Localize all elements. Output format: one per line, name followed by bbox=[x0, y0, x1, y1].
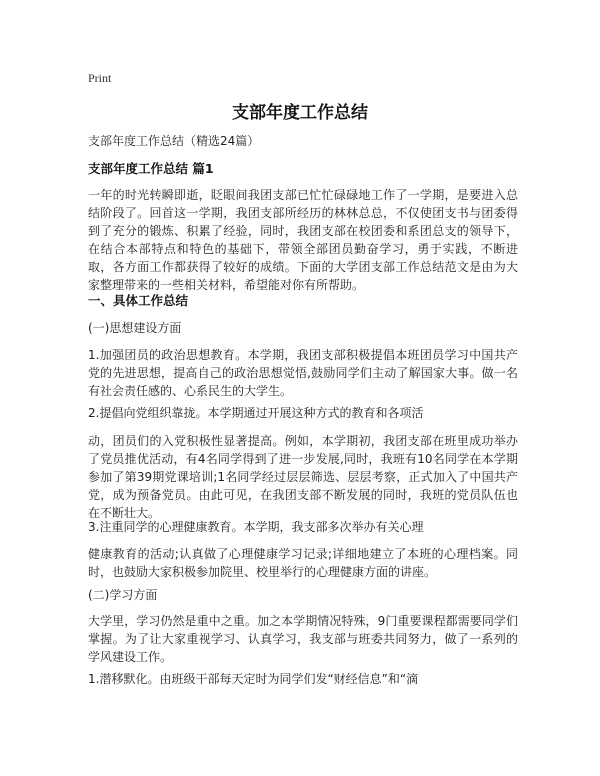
document-subtitle: 支部年度工作总结（精选24篇） bbox=[88, 134, 260, 148]
paragraph-item-3: 3.注重同学的心理健康教育。本学期，我支部多次举办有关心理 bbox=[88, 520, 424, 534]
article-heading: 支部年度工作总结 篇1 bbox=[88, 161, 214, 176]
paragraph-study-item-1: 1.潜移默化。由班级干部每天定时为同学们发“财经信息”和“滴 bbox=[88, 672, 419, 686]
paragraph-item-2-continued: 动，团员们的入党积极性显著提高。例如，本学期初，我团支部在班里成功举办了党员推优活动，有4名同学得到了进一步发展,同时，我班有10名同学在本学期参加了第39期党课培训;1名同学经过层层筛选、层层考察，正式加入了中国共产党，成为预备党员。由此可见，在我团支部不断发展的同时，我班的党员队伍也在不断壮大。 bbox=[88, 434, 518, 520]
paragraph-study: 大学里，学习仍然是重中之重。加之本学期情况特殊，9门重要课程都需要同学们掌握。为了让大家重视学习、认真学习，我支部与班委共同努力，做了一系列的学风建设工作。 bbox=[88, 614, 518, 664]
subsection-heading-ideology: (一)思想建设方面 bbox=[88, 321, 182, 335]
paragraph-item-2: 2.提倡向党组织靠拢。本学期通过开展这种方式的教育和各项活 bbox=[88, 406, 424, 420]
print-label: Print bbox=[88, 71, 112, 85]
section-heading-work-summary: 一、具体工作总结 bbox=[88, 293, 189, 308]
paragraph-item-3-continued: 健康教育的活动;认真做了心理健康学习记录;详细地建立了本班的心理档案。同时，也鼓励大家积极参加院里、校里举行的心理健康方面的讲座。 bbox=[88, 547, 518, 579]
document-title: 支部年度工作总结 bbox=[232, 103, 368, 123]
intro-paragraph: 一年的时光转瞬即逝，眨眼间我团支部已忙忙碌碌地工作了一学期，是要进入总结阶段了。回首这一学期，我团支部所经历的林林总总，不仅使团支书与团委得到了充分的锻炼、积累了经验，同时，我团支部在校团委和系团总支的领导下，在结合本部特点和特色的基础下，带领全部团员勤奋学习，勇于实践，不断进取，各方面工作都获得了较好的成绩。下面的大学团支部工作总结范文是由为大家整理带来的一些相关材料，希望能对你有所帮助。 bbox=[88, 188, 518, 292]
subsection-heading-study: (二)学习方面 bbox=[88, 588, 158, 602]
paragraph-item-1: 1.加强团员的政治思想教育。本学期，我团支部积极提倡本班团员学习中国共产党的先进思想，提高自己的政治思想觉悟,鼓励同学们主动了解国家大事。做一名有社会责任感的、心系民生的大学生。 bbox=[88, 348, 518, 398]
